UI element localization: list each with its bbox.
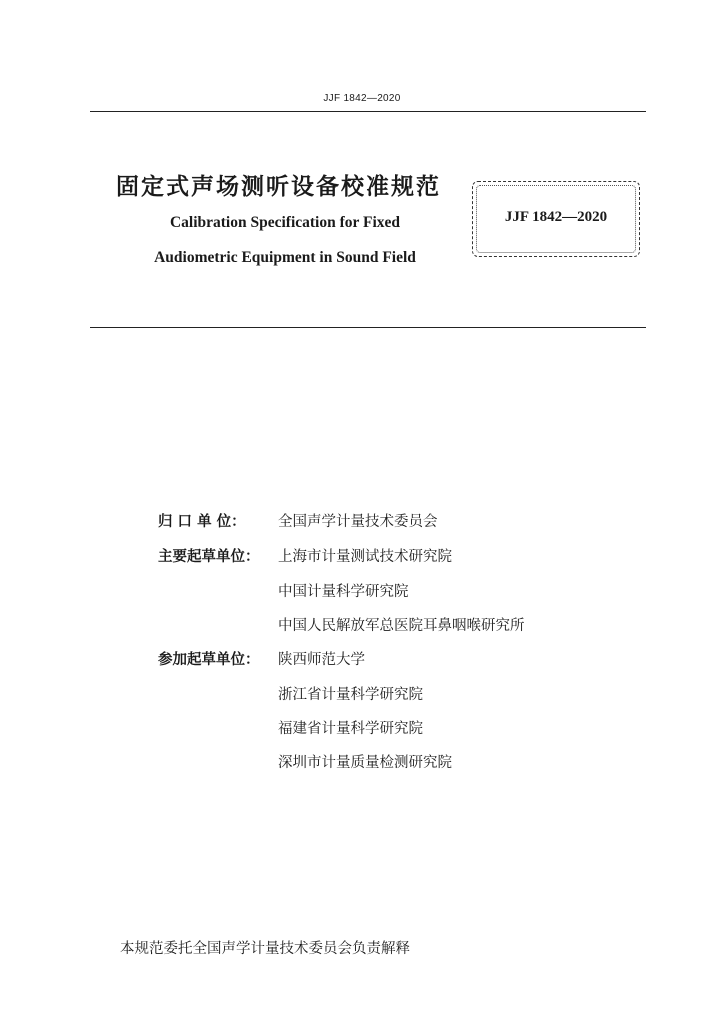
document-code-box-text: JJF 1842—2020 [504,209,608,225]
participating-unit-3: 福建省计量科学研究院 [278,721,423,737]
document-code-box [472,181,640,257]
participating-unit-4: 深圳市计量质量检测研究院 [278,755,452,771]
main-drafting-unit-1: 上海市计量测试技术研究院 [278,549,452,565]
header-document-code: JJF 1842—2020 [323,93,401,104]
title-chinese: 固定式声场测听设备校准规范 [116,174,441,200]
title-english-line-1: Calibration Specification for Fixed [169,214,401,231]
title-divider [90,327,646,328]
interpretation-note: 本规范委托全国声学计量技术委员会负责解释 [120,941,410,957]
main-drafting-label: 主要起草单位： [158,549,260,565]
main-drafting-unit-2: 中国计量科学研究院 [278,584,409,600]
title-english-line-2: Audiometric Equipment in Sound Field [154,249,416,266]
header-divider [90,111,646,112]
participating-unit-1: 陕西师范大学 [278,652,365,668]
participating-drafting-label: 参加起草单位： [158,652,260,668]
participating-unit-2: 浙江省计量科学研究院 [278,687,423,703]
main-drafting-unit-3: 中国人民解放军总医院耳鼻咽喉研究所 [278,618,525,634]
responsible-unit: 全国声学计量技术委员会 [278,514,438,530]
responsible-unit-label: 归 口 单 位： [158,514,246,530]
